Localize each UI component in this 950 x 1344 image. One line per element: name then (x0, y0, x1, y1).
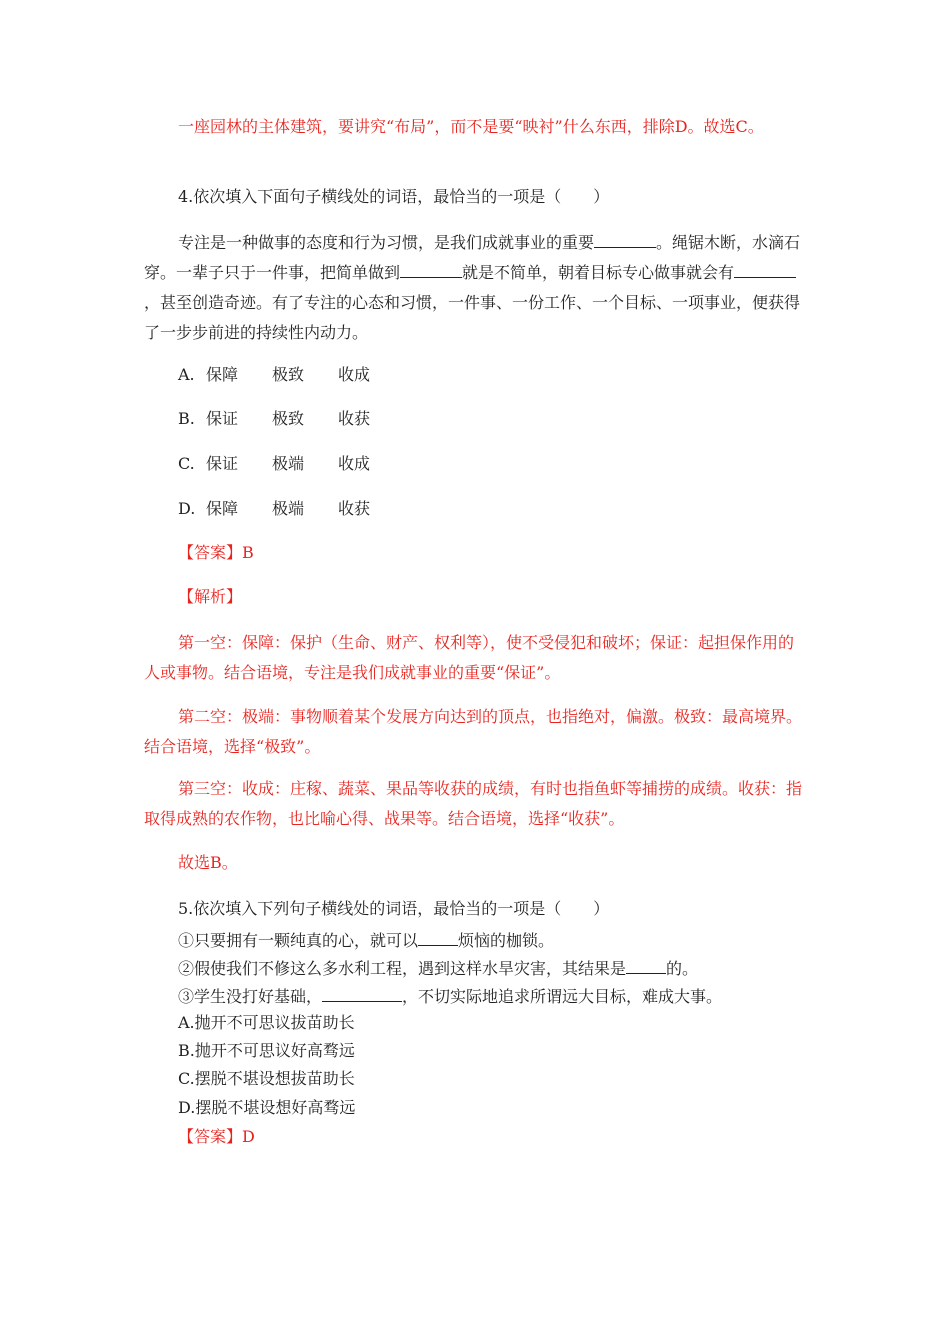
q4-blank-1 (594, 229, 656, 248)
q4-question-stem: 4.依次填入下面句子横线处的词语，最恰当的一项是（ ） (178, 187, 610, 206)
q5-sentence-2: ②假使我们不修这么多水利工程，遇到这样水旱灾害，其结果是 的。 (178, 955, 698, 980)
q4-analysis-blank2: 第二空：极端：事物顺着某个发展方向达到的顶点，也指绝对，偏激。极致：最高境界。结合语境，选择“极致”。 (144, 707, 803, 756)
q4-option-c: C. 保证 极端 收成 (178, 454, 371, 473)
q5-option-b: B.抛开不可思议好高骛远 (178, 1041, 355, 1060)
q4-blank-3 (734, 259, 796, 278)
q4-blank-2 (400, 259, 462, 278)
q5-answer: 【答案】D (178, 1127, 255, 1146)
q4-option-a: A. 保障 极致 收成 (178, 365, 371, 384)
q5-question-stem: 5.依次填入下列句子横线处的词语，最恰当的一项是（ ） (178, 899, 610, 918)
q5-blank-1 (418, 927, 458, 946)
q4-analysis-blank3: 第三空：收成：庄稼、蔬菜、果品等收获的成绩，有时也指鱼虾等捕捞的成绩。收获：指取得成熟的农作物，也比喻心得、战果等。结合语境，选择“收获”。 (144, 779, 803, 828)
q5-sentence-1: ①只要拥有一颗纯真的心，就可以 烦恼的枷锁。 (178, 927, 554, 952)
q4-option-b: B. 保证 极致 收获 (178, 409, 371, 428)
q3-analysis-conclusion: 一座园林的主体建筑，要讲究“布局”，而不是要“映衬”什么东西，排除D。故选C。 (178, 117, 764, 136)
q5-blank-3 (322, 983, 402, 1002)
q4-conclusion: 故选B。 (178, 853, 238, 872)
q4-passage-part3: 就是不简单，朝着目标专心做事就会有 (462, 263, 735, 282)
q5-option-c: C.摆脱不堪设想拔苗助长 (178, 1069, 355, 1088)
q4-analysis-label: 【解析】 (178, 587, 243, 606)
q5-sentence-3: ③学生没打好基础， ，不切实际地追求所谓远大目标，难成大事。 (178, 983, 722, 1008)
q4-analysis-blank1: 第一空：保障：保护（生命、财产、权利等），使不受侵犯和破坏；保证：起担保作用的人或事物。结合语境，专注是我们成就事业的重要“保证”。 (144, 633, 795, 682)
q5-blank-2 (626, 955, 666, 974)
q4-passage-part2: 。绳锯木断，水滴石穿。一辈子只于一件事，把简单做到 (144, 233, 801, 282)
q4-passage (144, 228, 804, 348)
q4-passage-part4: ，甚至创造奇迹。有了专注的心态和习惯，一件事、一份工作、一个目标、一项事业，便获得了一步步前进的持续性内动力。 (144, 293, 801, 342)
q4-option-d: D. 保障 极端 收获 (178, 499, 371, 518)
q5-option-a: A.抛开不可思议拔苗助长 (178, 1013, 355, 1032)
q5-option-d: D.摆脱不堪设想好高骛远 (178, 1098, 356, 1117)
q4-passage-part1: 专注是一种做事的态度和行为习惯，是我们成就事业的重要 (178, 233, 595, 252)
q4-answer: 【答案】B (178, 543, 254, 562)
